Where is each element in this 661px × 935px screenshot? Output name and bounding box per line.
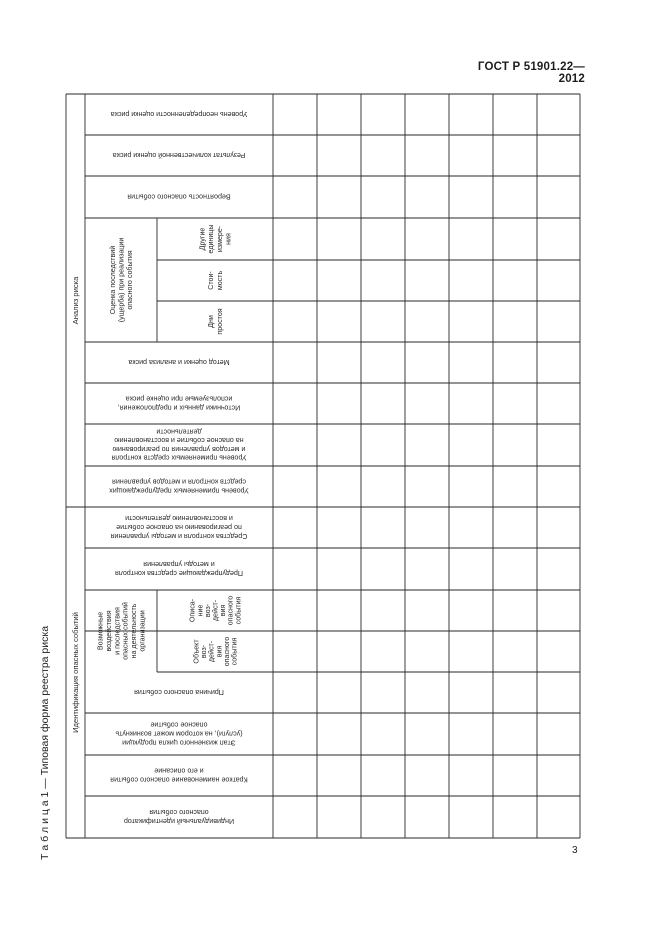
col-downtime xyxy=(207,308,224,334)
header-text-line: Оценка последствий xyxy=(108,245,117,315)
header-text-line: Предупреждающие средства контроля xyxy=(115,569,243,577)
header-text-line: и его описание xyxy=(154,766,204,775)
header-text-line: воз- xyxy=(203,603,212,618)
header-text-line: опасное событие xyxy=(150,720,208,729)
col-probability xyxy=(127,193,230,201)
header-text-line: Индивидуальный идентификатор xyxy=(123,817,235,825)
col-data-sources xyxy=(118,395,241,412)
col-other-units xyxy=(199,225,233,254)
header-text-line: Уровень применяемых предупреждающих xyxy=(109,486,249,495)
header-text-line: Стои- xyxy=(207,271,216,290)
col-lifecycle-stage xyxy=(115,721,242,747)
header-text-line: и последствия xyxy=(113,607,122,655)
col-impact-description xyxy=(189,596,243,626)
header-text-line: на опасное событие и восстановлению xyxy=(114,436,244,445)
header-text-line: Вероятность опасного события xyxy=(127,192,231,201)
col-cause xyxy=(134,688,224,696)
col-method xyxy=(128,358,229,366)
header-text-line: Этап жизненного цикла продукции xyxy=(122,738,236,747)
header-text-line: Уровень неопределенности оценки риска xyxy=(110,110,248,118)
header-text-line: вия xyxy=(219,604,228,617)
col-uncertainty xyxy=(111,110,248,118)
col-impact-object xyxy=(193,637,239,667)
col-cost xyxy=(207,271,224,291)
col-preventive-controls xyxy=(115,560,243,577)
header-text-line: деятельности xyxy=(156,427,202,436)
header-text-line: и методы управления xyxy=(143,560,215,568)
col-quant-result xyxy=(113,151,246,159)
header-text-line: воздействия xyxy=(104,610,113,652)
header-text-line: и методов управления по реагированию xyxy=(112,444,246,453)
header-text-line: опасного xyxy=(226,595,235,626)
col-prevention-level xyxy=(109,478,249,495)
document-code: ГОСТ Р 51901.22—2012 xyxy=(477,61,585,85)
header-text-line: Анализ риска xyxy=(71,276,80,325)
header-text-line: события xyxy=(230,637,239,666)
header-text-line: средств контроля и методов управления xyxy=(112,477,246,486)
header-text-line: дейст- xyxy=(207,640,216,663)
header-text-line: мость xyxy=(215,270,224,291)
subgroup-consequences xyxy=(109,238,134,323)
header-text-line: организации xyxy=(138,610,147,652)
header-text-line: вия xyxy=(215,645,224,658)
header-text-line: (услуги), на котором может возникнуть xyxy=(115,729,243,738)
header-text-line: измере- xyxy=(215,225,224,253)
header-text-line: Уровень применяемых средств контроля xyxy=(111,453,247,462)
header-text-line: Краткое наименование опасного события xyxy=(110,775,248,784)
header-text-line: Объект xyxy=(192,639,201,664)
header-text-line: воз- xyxy=(200,644,209,659)
header-text-line: Идентификация опасных событий xyxy=(71,612,80,733)
header-text-line: Причина опасного события xyxy=(134,688,224,696)
header-text-line: опасного события xyxy=(126,250,135,310)
header-text-line: и восстановлению деятельности xyxy=(125,514,233,522)
header-text-line: события xyxy=(234,596,243,625)
header-text-line: по реагированию на опасное событие xyxy=(116,523,242,531)
table-caption: Т а б л и ц а 1 — Типовая форма реестра риска xyxy=(39,625,51,860)
header-text-line: единицы xyxy=(207,224,216,254)
header-text-line: Другие xyxy=(198,227,207,251)
col-response-controls xyxy=(110,514,247,540)
table-labels xyxy=(71,110,249,825)
col-response-level xyxy=(111,428,246,462)
header-text-line: Дни xyxy=(207,315,216,328)
header-text-line: Описа- xyxy=(188,598,197,623)
header-text-line: ние xyxy=(196,604,205,617)
header-text-line: Возможные xyxy=(96,611,105,651)
col-short-name xyxy=(110,767,248,784)
header-text-line: (ущерба) при реализации xyxy=(117,237,126,323)
col-identifier xyxy=(124,808,234,825)
group-identification xyxy=(71,612,80,733)
header-text-line: Метод оценки и анализа риска xyxy=(128,358,230,366)
header-text-line: на деятельность xyxy=(130,603,139,659)
page-number: 3 xyxy=(572,845,578,856)
header-text-line: опасных событий xyxy=(121,602,130,660)
header-text-line: Источники данных и предположения, xyxy=(117,403,241,412)
header-text-line: ния xyxy=(224,233,233,245)
header-text-line: Средства контроля и методы управления xyxy=(110,532,248,540)
header-text-line: опасного xyxy=(222,636,231,667)
header-text-line: опасного события xyxy=(149,808,209,816)
header-text-line: используемые при оценке риска xyxy=(125,394,233,403)
group-analysis xyxy=(71,276,80,324)
header-text-line: простоя xyxy=(215,308,224,335)
header-text-line: дейст- xyxy=(211,599,220,622)
header-text-line: Результат количественной оценки риска xyxy=(112,151,246,159)
subgroup-impact xyxy=(97,602,147,660)
table-grid xyxy=(66,94,580,838)
